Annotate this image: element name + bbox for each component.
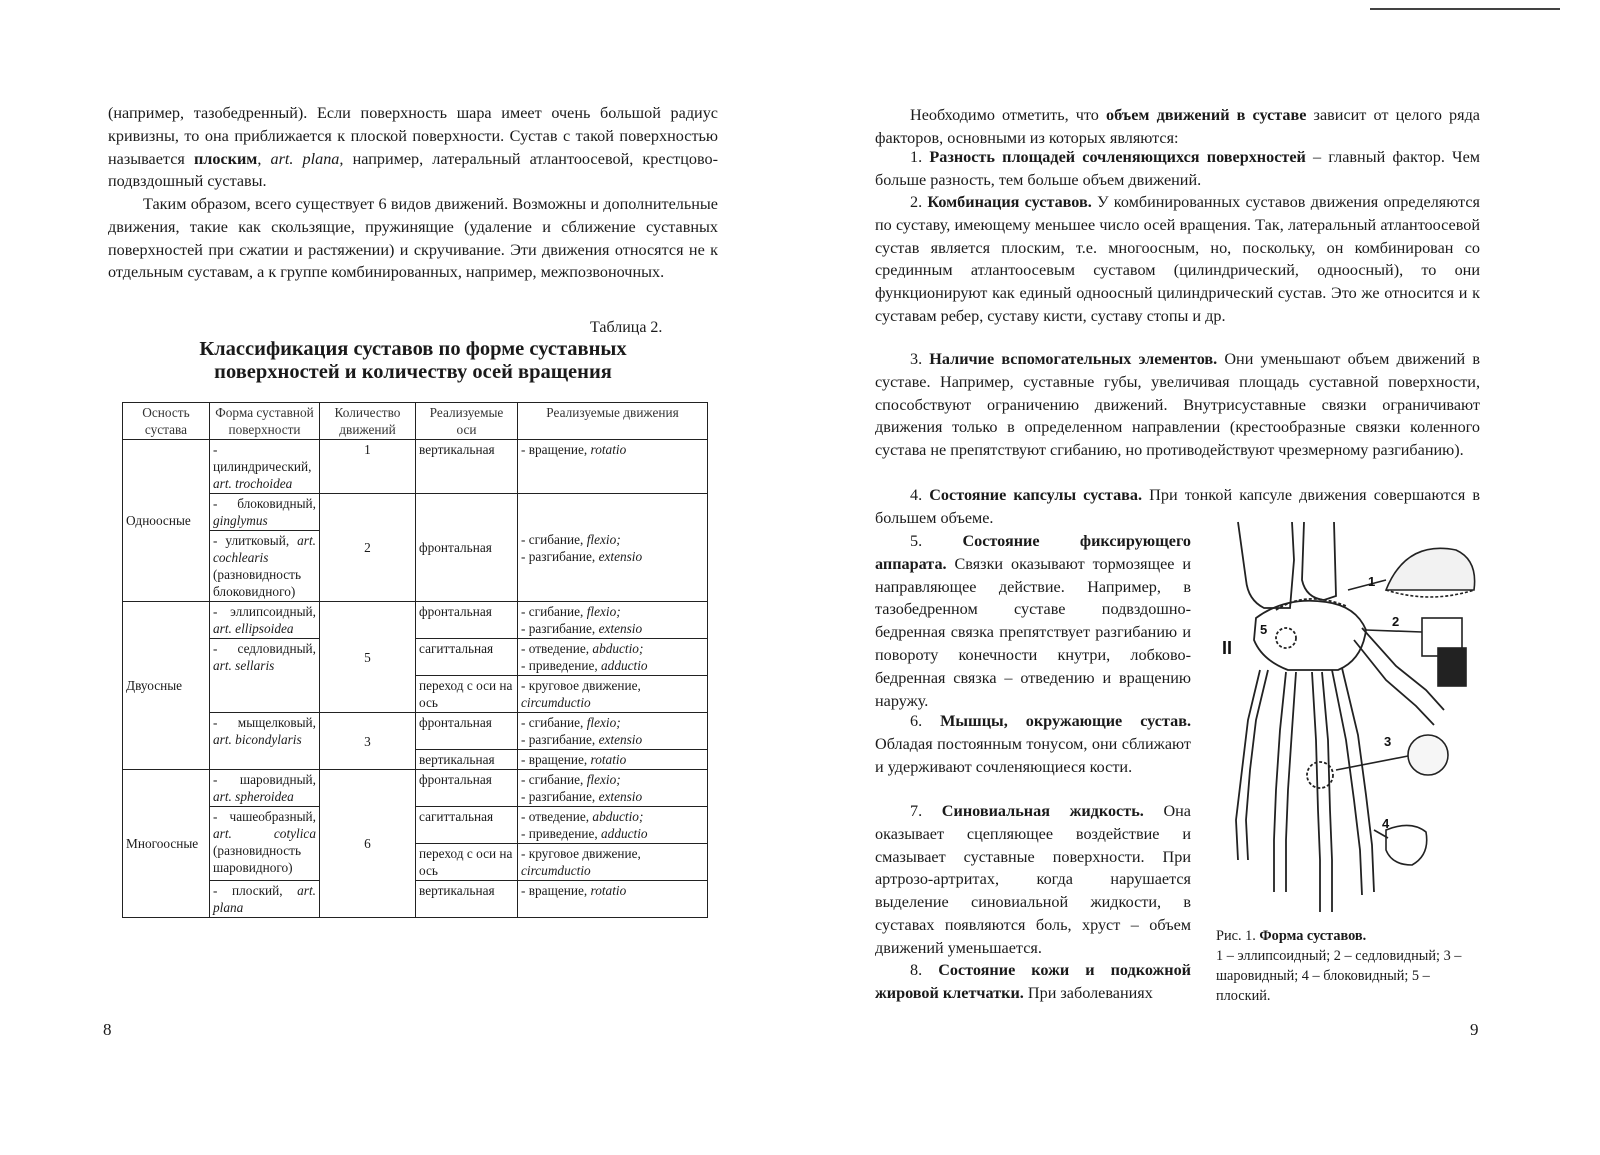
cell-moves [518,602,708,639]
paragraph-r1 [875,104,1480,150]
figure-label-ii: II [1222,638,1233,658]
figure-label-3: 3 [1384,734,1392,749]
figure-caption-prefix: Рис. 1. [1216,928,1260,944]
text-segment: Комбинация суставов. [927,193,1092,211]
text-segment: У комбинированных суставов движения определяются по суставу, имеющему меньшее число осей вращения. Так, латеральный атлантоосевой сустав является плоским, т.е. многоосным, но, поскольку, он комбинирован со срединным атлантоосевым суставом (цилиндрический, одноосный), то они функционируют как единый одноосный цилиндрический сустав. Это же относится и к суставам ребер, суставу кисти, суставу стопы и др. [875,193,1480,325]
form-text-segment: art. spheroidea [213,789,294,804]
cell-axes: переход с оси на ось [416,844,518,881]
movement-text-segment: - сгибание, [521,715,587,730]
text-segment: зависит от целого ряда факторов, основными из которых являются: [875,106,1480,147]
figure-label-1: 1 [1368,574,1376,589]
cell-form [210,602,320,639]
movement-text-segment: - отведение, [521,809,593,824]
movement-text-segment: - вращение, [521,752,591,767]
cell-axes: фронтальная [416,494,518,602]
finger-4 [1274,672,1286,892]
form-text-segment: - шаровидный, [213,772,316,787]
cell-axes: вертикальная [416,750,518,770]
table-row [123,440,708,494]
movement-text-segment: - сгибание, [521,604,587,619]
movement-line [521,548,704,565]
movement-line [521,731,704,748]
cell-axes: сагиттальная [416,639,518,676]
text-segment: например, латеральный атлантоосевой, крестцово-подвздошный суставы. [108,149,719,191]
text-segment: Они уменьшают объем движений в суставе. Например, суставные губы, увеличивая площадь суставной поверхности, способствуют ограничению движений. Внутрисуставные связки ограничивают движения только в определенном направлении (крестообразные связки коленного сустава не препятствуют сгибанию, но противодействуют чрезмерному разгибанию). [875,350,1481,460]
table-title-line1: Классификация суставов по форме суставных [199,338,627,360]
text-segment: 5. [910,532,963,550]
cell-count: 3 [320,713,416,770]
form-text-segment: art. cotylica [213,826,316,841]
movement-text-segment: abductio; [592,809,644,824]
cell-axis-uniaxial: Одноосные [123,440,210,602]
header-count: Количество движений [320,403,416,440]
form-text-segment: art. sellaris [213,658,275,673]
header-form: Форма суставной поверхности [210,403,320,440]
movement-text-segment: rotatio [590,883,627,898]
page-number-left: 8 [103,1020,112,1039]
text-segment: , [257,149,271,168]
cell-form [210,713,320,770]
table-row [123,770,708,807]
cell-count: 6 [320,770,416,918]
finger-2 [1332,670,1362,895]
cell-axis-biaxial: Двуосные [123,602,210,770]
text-segment: Обладая постоянным тонусом, они сближают и удерживают сочленяющиеся кости. [875,734,1191,776]
text-segment: – главный фактор. Чем больше разность, тем больше объем движений. [875,148,1481,189]
text-segment: При тонкой капсуле движения совершаются в большем объеме. [875,486,1480,527]
form-text-segment: - цилиндрический, [213,442,312,474]
cell-axes: фронтальная [416,713,518,750]
text-segment: Таким образом, всего существует 6 видов движений. Возможны и дополнительные движения, такие как скользящие, пружинящие (удаление и сближение суставных поверхностей при сжатии и растяжении) и скручивание. Эти движения относятся не к отдельным суставам, а к группе комбинированных, например, межпозвоночных. [108,195,718,282]
text-segment: 3. [910,350,930,368]
cell-moves [518,807,708,844]
hand-joints-figure [1216,520,1486,925]
cell-moves [518,713,708,750]
movement-text-segment: - вращение, [521,442,591,457]
text-segment: 7. [910,802,942,820]
movement-line [521,620,704,637]
cell-count: 5 [320,602,416,713]
form-text-segment: art. plana [213,883,316,915]
text-segment: art. plana, [270,149,344,168]
movement-text-segment: circumductio [521,863,591,878]
cell-form [210,881,320,918]
movement-text-segment: flexio; [586,531,621,547]
movement-text-segment: - вращение, [521,883,591,898]
figure-caption [1216,926,1486,1006]
paragraph-p1 [108,102,718,193]
table-row [123,807,708,844]
finger-3 [1312,672,1320,912]
form-text-segment: - мыщелковый, [213,715,316,730]
cell-form [210,639,320,713]
table-row [123,713,708,750]
text-segment: Состояние кожи и подкожной жировой клетчатки. [875,961,1192,1002]
paragraph-p2 [108,193,718,284]
form-text-segment: art. ellipsoidea [213,621,294,636]
paragraph-r3 [875,191,1480,328]
table-header-row [123,403,708,440]
movement-line [521,808,704,825]
paragraph-r9 [875,959,1191,1005]
movement-line [521,845,704,879]
header-axes: Реализуемые оси [416,403,518,440]
cell-axes: вертикальная [416,881,518,918]
table-row [123,639,708,676]
text-segment: При заболеваниях [1023,983,1153,1002]
text-segment: объем движений в суставе [1106,106,1307,124]
movement-text-segment: - отведение, [521,641,593,656]
cell-moves [518,440,708,494]
text-segment: Мышцы, окружающие сустав. [940,712,1191,730]
cell-form [210,770,320,807]
cell-form [210,807,320,881]
cell-moves [518,494,708,602]
form-text-segment: ginglymus [213,513,268,528]
movement-line [521,825,704,842]
movement-text-segment: - разгибание, [521,548,599,564]
classification-table [122,402,708,918]
cell-form [210,494,320,531]
movement-text-segment: abductio; [592,641,644,656]
figure-label-5: 5 [1260,622,1268,637]
finger-5 [1236,670,1260,860]
form-text-segment: (разновидность блоковидного) [213,567,302,599]
paragraph-r8 [875,800,1191,960]
movement-text-segment: - сгибание, [521,531,587,547]
text-segment: 4. [910,486,930,504]
movement-text-segment: - сгибание, [521,772,587,787]
cell-axes: переход с оси на ось [416,676,518,713]
movement-line [521,603,704,620]
text-segment: Необходимо отметить, что [910,106,1107,124]
movement-text-segment: - приведение, [521,658,602,673]
movement-line [521,751,704,768]
movement-line [521,714,704,731]
form-text-segment: - плоский, [213,883,298,898]
movement-line [521,771,704,788]
text-segment: плоским [193,149,258,168]
movement-text-segment: - приведение, [521,826,602,841]
movement-text-segment: - круговое движение, [521,846,641,861]
text-segment: Наличие вспомогательных элементов. [929,350,1218,368]
text-segment: Синовиальная жидкость. [941,802,1144,820]
paragraph-r2 [875,146,1480,192]
paragraph-r4 [875,348,1480,462]
ball-shape [1408,735,1448,775]
form-text-segment: art. trochoidea [213,476,293,491]
movement-text-segment: extensio [598,621,643,636]
cell-count: 1 [320,440,416,494]
cell-moves [518,639,708,676]
form-text-segment: - чашеобразный, [213,809,316,824]
cell-axis-multiaxial: Многоосные [123,770,210,918]
cell-moves [518,844,708,881]
text-segment: Связки оказывают тормозящее и направляющее действие. Например, в тазобедренном суставе подвздошно-бедренная связка препятствует разгибанию и повороту конечности кнутри, лобково-бедренная связка – отведению и вращению наружу. [875,554,1191,710]
table-title [108,338,718,384]
movement-text-segment: rotatio [590,752,627,767]
figure-label-4: 4 [1382,816,1390,831]
cell-form [210,531,320,602]
movement-text-segment: extensio [598,789,643,804]
cell-moves [518,676,708,713]
table-row [123,602,708,639]
movement-line [521,788,704,805]
text-segment: Она оказывает сцепляющее воздействие и смазывает суставные поверхности. При артрозо-артритах, когда нарушается выделение синовиальной жидкости, в суставах появляются боль, хруст – объем движений уменьшается. [875,802,1191,957]
movement-text-segment: extensio [598,732,643,747]
table-label: Таблица 2. [590,319,663,336]
form-text-segment: (разновидность шаровидного) [213,843,302,875]
form-text-segment: art. cochlearis [213,533,316,565]
cell-form [210,440,320,494]
table-row [123,881,708,918]
text-segment: (например, тазобедренный). Если поверхность шара имеет очень большой радиус кривизны, то она приближается к плоской поверхности. Сустав с такой поверхностью называется [108,104,718,168]
form-text-segment: - седловидный, [213,641,316,656]
table-row [123,494,708,531]
paragraph-r7 [875,710,1191,778]
movement-text-segment: - разгибание, [521,621,599,636]
cell-moves [518,881,708,918]
movement-line [521,677,704,711]
movement-text-segment: - разгибание, [521,789,599,804]
movement-text-segment: - круговое движение, [521,678,641,693]
table-title-line2: поверхностей и количеству осей вращения [214,361,612,383]
text-segment: 1. [910,148,930,166]
movement-line [521,657,704,674]
movement-line [521,640,704,657]
text-segment: Состояние капсулы сустава. [929,486,1143,504]
movement-line [521,882,704,899]
text-segment: Разность площадей сочленяющихся поверхностей [929,148,1306,166]
movement-text-segment: - разгибание, [521,732,599,747]
form-text-segment: art. bicondylaris [213,732,302,747]
cell-moves [518,750,708,770]
movement-text-segment: rotatio [590,442,627,457]
movement-text-segment: flexio; [586,604,621,619]
text-segment: Состояние фиксирующего аппарата. [875,532,1191,573]
movement-text-segment: circumductio [521,695,591,710]
left-page [0,0,780,1155]
cell-axes: фронтальная [416,602,518,639]
cell-axes: фронтальная [416,770,518,807]
text-segment: 2. [910,193,928,211]
form-text-segment: - блоковидный, [213,496,316,511]
header-axis: Осность сустава [123,403,210,440]
figure-caption-text: 1 – эллипсоидный; 2 – седловидный; 3 – шаровидный; 4 – блоковидный; 5 – плоский. [1216,948,1462,1004]
text-segment: 8. [910,961,939,979]
header-moves: Реализуемые движения [518,403,708,440]
paragraph-r6 [875,530,1191,712]
ulna-bone [1302,522,1336,600]
movement-text-segment: adductio [601,658,648,673]
movement-text-segment: flexio; [586,772,621,787]
movement-text-segment: extensio [598,548,643,564]
ellipsoid-shape [1386,548,1475,590]
figure-caption-title: Форма суставов. [1259,928,1367,944]
hinge-shape [1386,825,1427,865]
cell-axes: вертикальная [416,440,518,494]
cell-axes: сагиттальная [416,807,518,844]
form-text-segment: - эллипсоидный, [213,604,316,619]
movement-line [521,441,704,458]
carpal-bones [1254,601,1366,670]
figure-label-2: 2 [1392,614,1400,629]
movement-line [521,531,704,548]
form-text-segment: - улитковый, [213,533,298,548]
text-segment: 6. [910,712,941,730]
movement-text-segment: adductio [601,826,648,841]
radius-bone [1238,522,1294,608]
cell-moves [518,770,708,807]
cell-count: 2 [320,494,416,602]
movement-text-segment: flexio; [586,715,621,730]
page-number-right: 9 [1470,1020,1479,1039]
